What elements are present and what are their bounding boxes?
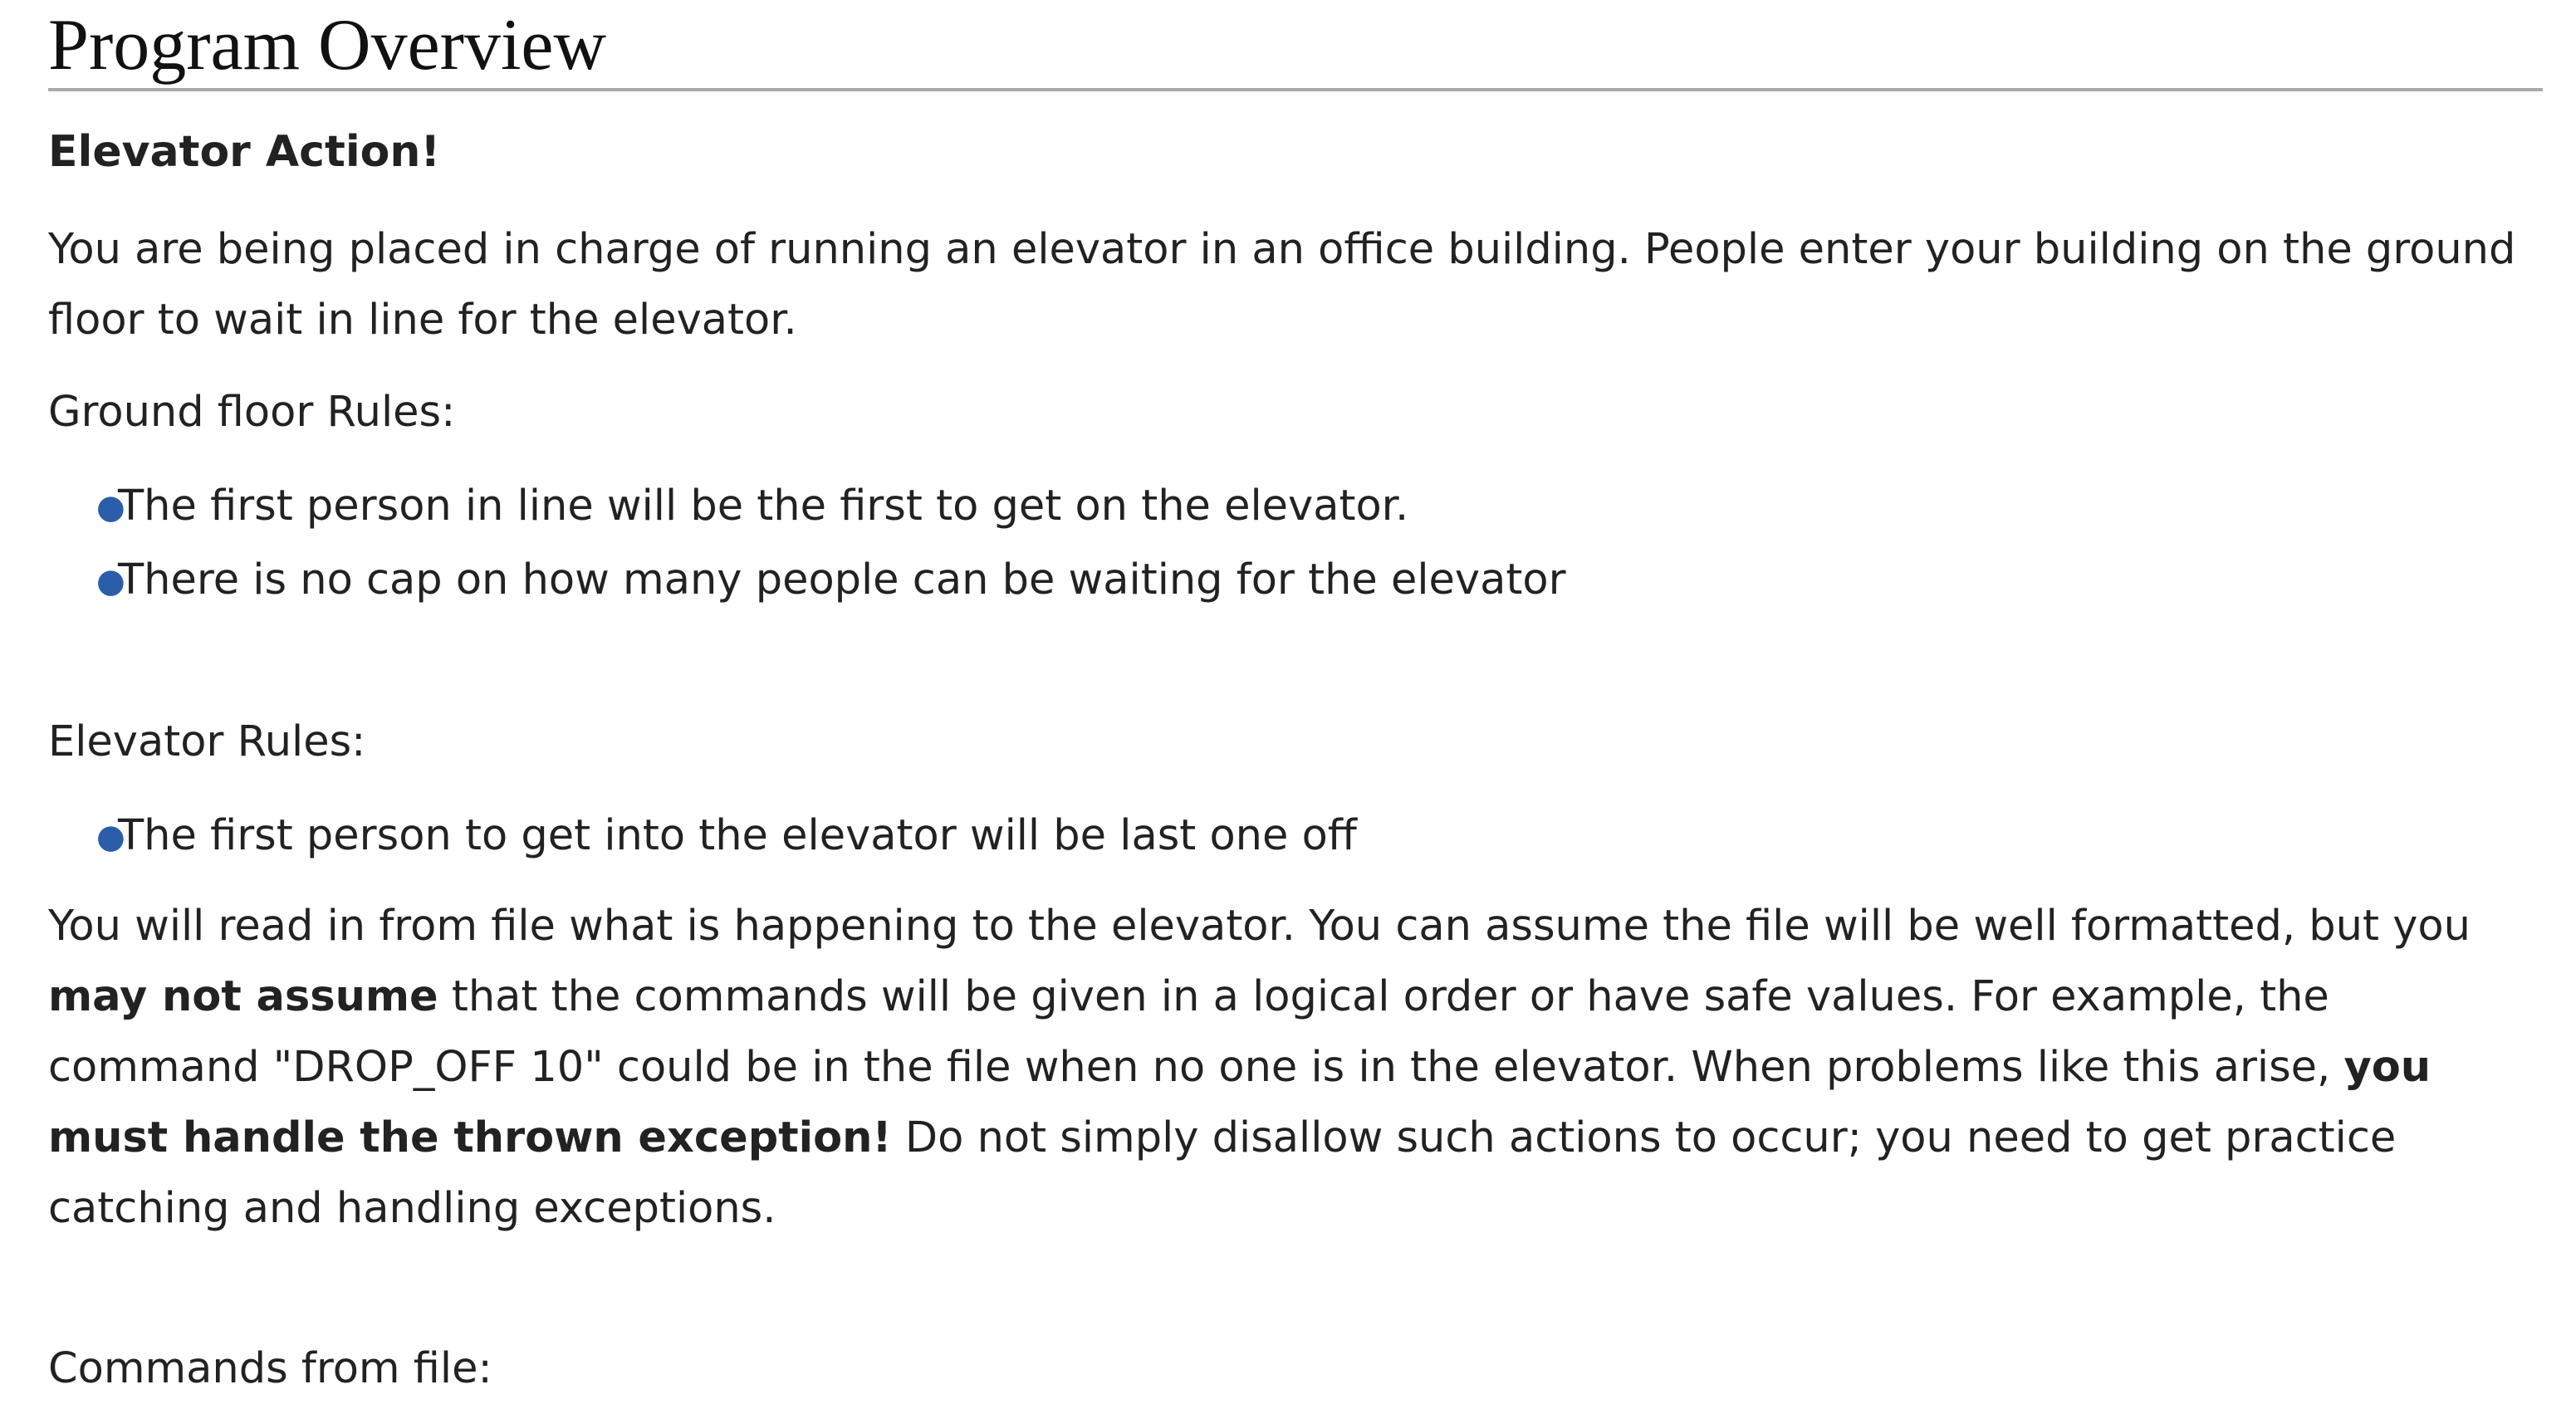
file-input-paragraph (48, 891, 2543, 1244)
list-item (95, 543, 2543, 617)
list-item (95, 469, 2543, 543)
rule-text: There is no cap on how many people can be waiting for the elevator (118, 555, 1566, 604)
list-item (95, 799, 2543, 873)
text-run: You will read in from file what is happening to the elevator. You can assume the file will be well formatted, but you (48, 902, 2471, 951)
bullet-icon: ● (96, 818, 125, 856)
elevator-rules-list (48, 799, 2543, 873)
rule-text: The first person in line will be the first to get on the elevator. (118, 482, 1409, 531)
ground-floor-rules-label: Ground floor Rules: (48, 388, 456, 437)
commands-label: Commands from file: (48, 1344, 492, 1393)
program-overview-page (48, 0, 2543, 1404)
emphasis-may-not-assume: may not assume (48, 972, 438, 1021)
emphasis-handle-exception: you must handle the thrown exception! (48, 1043, 2432, 1162)
bullet-icon: ● (96, 562, 125, 600)
bullet-icon: ● (96, 488, 125, 526)
intro-paragraph: You are being placed in charge of running an elevator in an office building. People enter your building on the ground floor to wait in line for the elevator. (48, 225, 2516, 345)
section-subheading: Elevator Action! (48, 127, 441, 177)
elevator-rules-label: Elevator Rules: (48, 717, 366, 766)
ground-floor-rules-list (48, 469, 2543, 617)
page-title: Program Overview (48, 0, 2543, 91)
text-run: Do not simply disallow such actions to occur; you need to get practice catching and handling exceptions. (48, 1113, 2397, 1233)
rule-text: The first person to get into the elevator will be last one off (118, 811, 1357, 860)
text-run: that the commands will be given in a logical order or have safe values. For example, the command "DROP_OFF 10" could be in the file when no one is in the elevator. When problems like this arise, (48, 972, 2344, 1092)
